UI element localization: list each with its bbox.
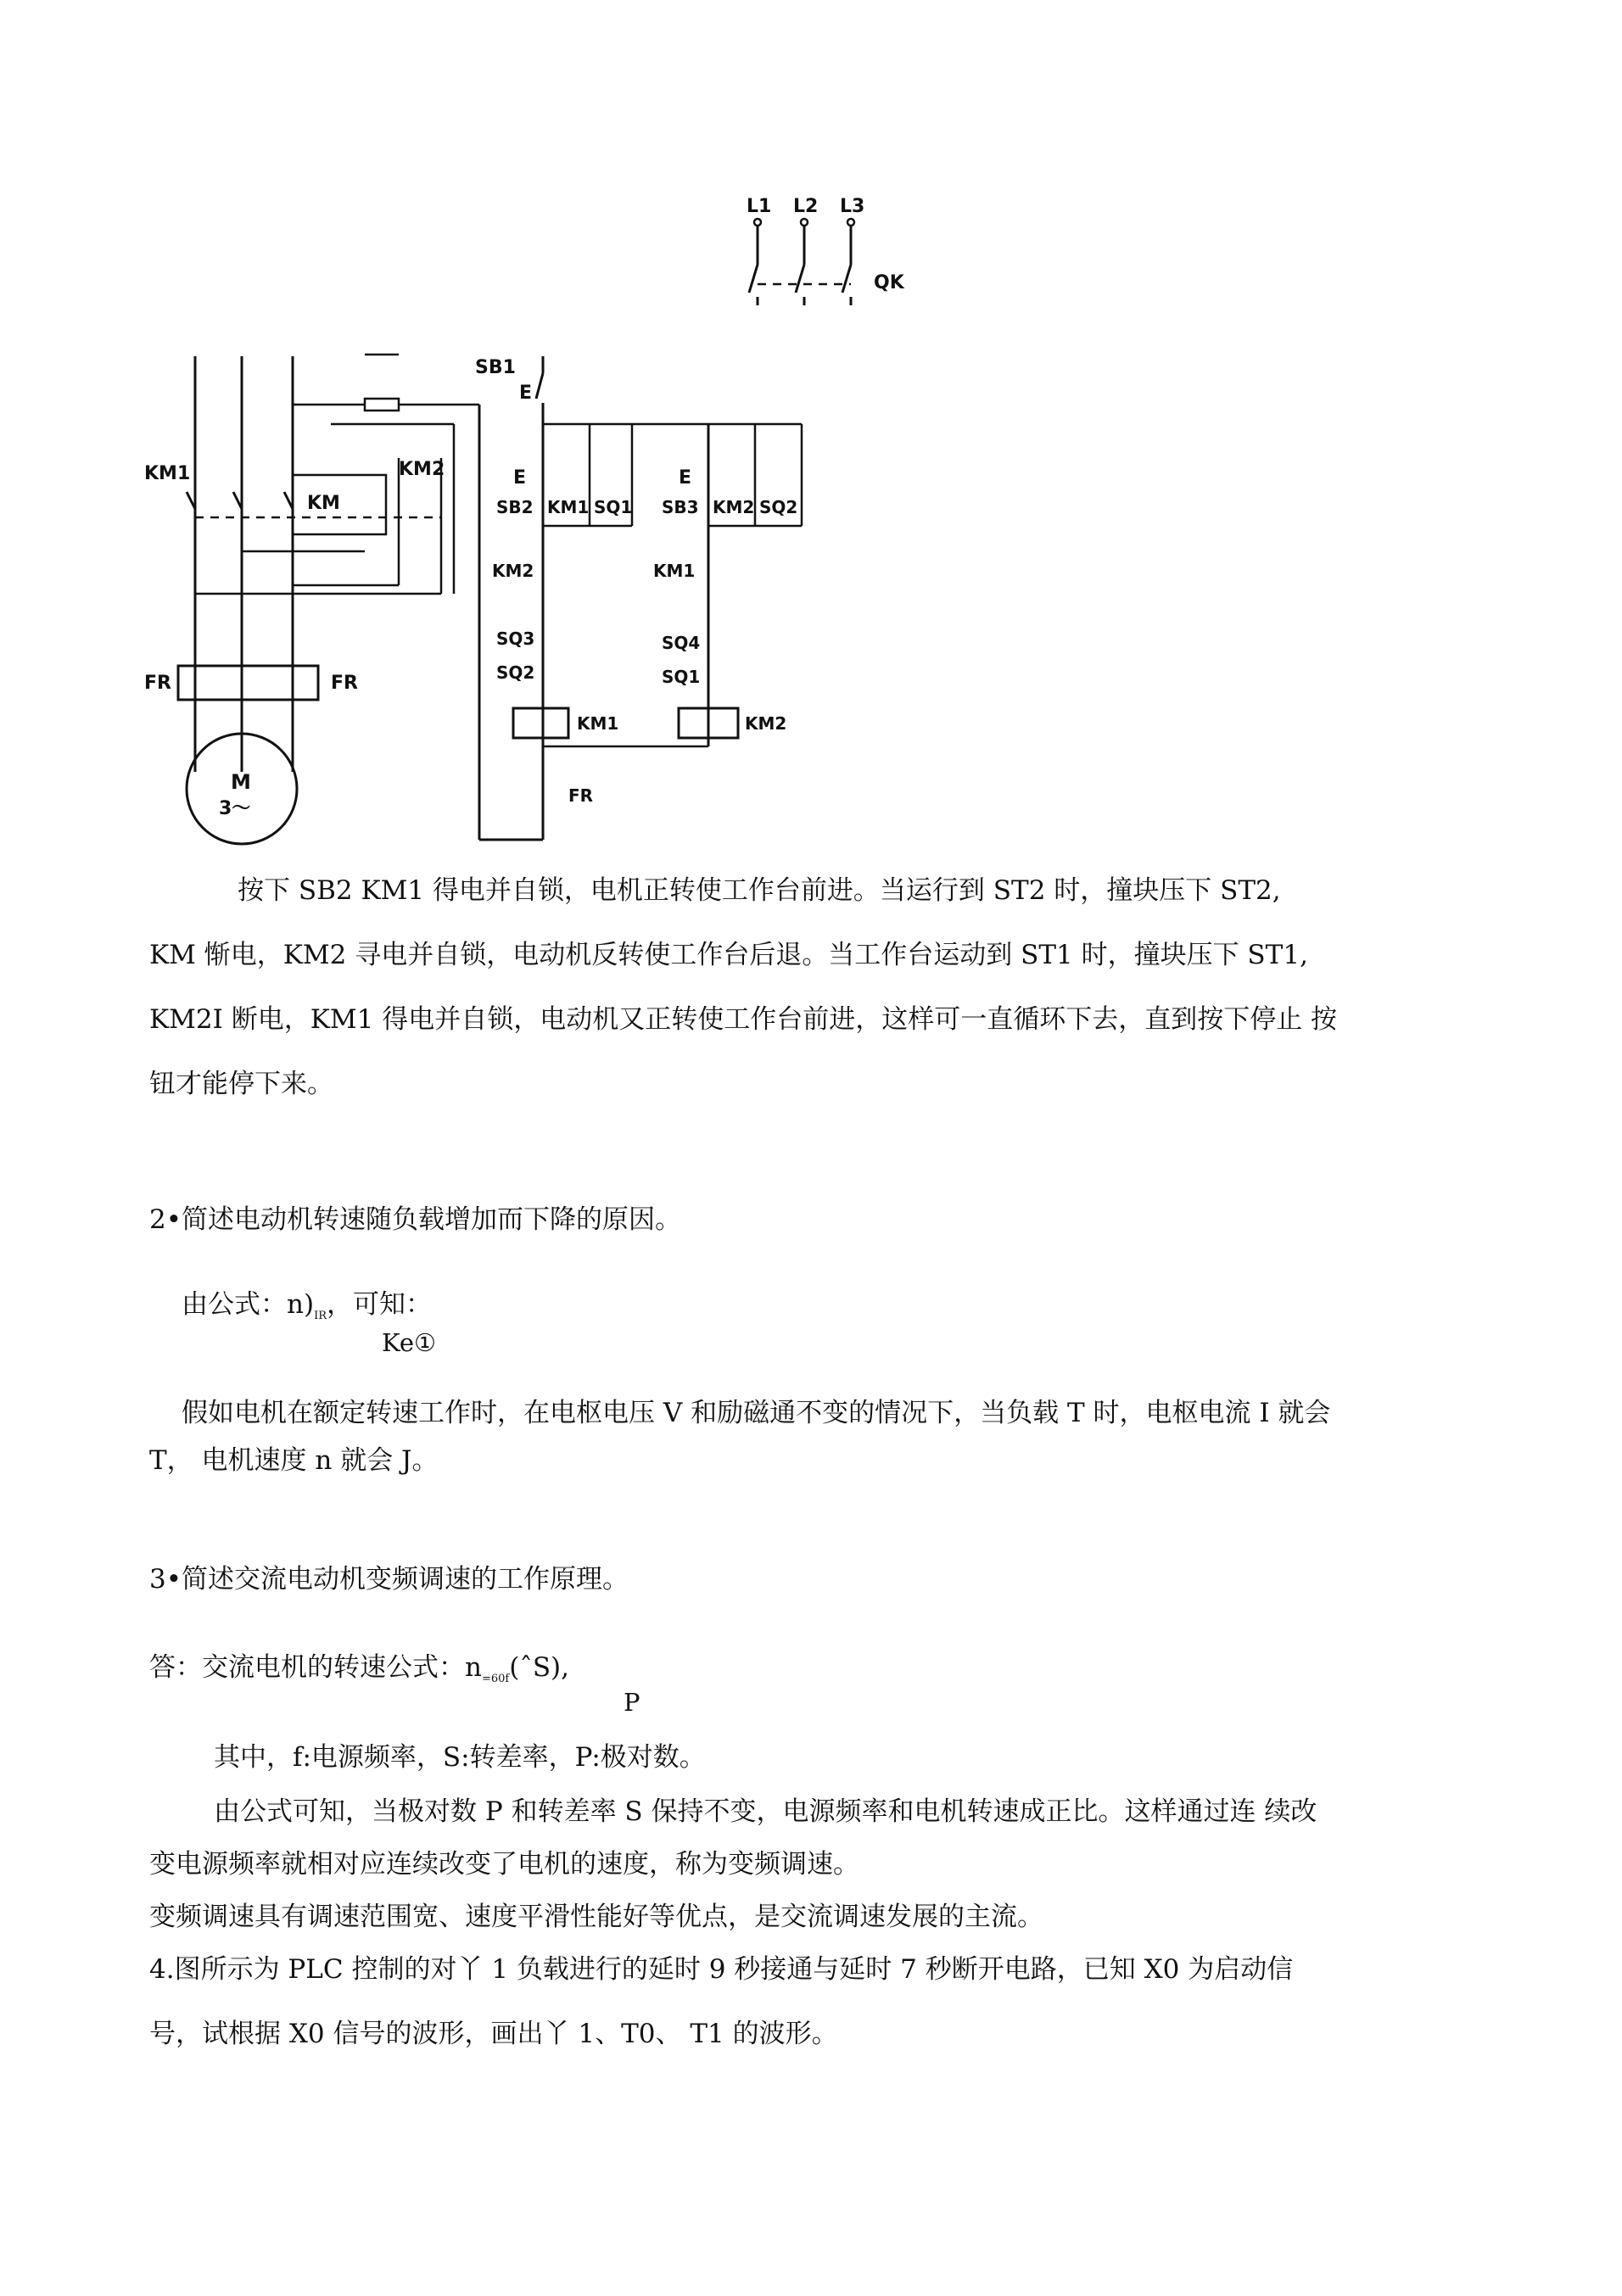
supply-terminals <box>747 196 905 305</box>
label-l3: L3 <box>840 196 865 217</box>
label-coil-km2: KM2 <box>745 713 787 734</box>
label-sb2: SB2 <box>496 497 534 517</box>
label-fr-right: FR <box>331 673 358 694</box>
motor-phase: 3～ <box>219 798 251 819</box>
motor-label: M <box>231 770 251 794</box>
label-sq1-ctrl: SQ1 <box>594 497 633 517</box>
formula1-main: 由公式：n) <box>182 1289 315 1320</box>
label-e-left: E <box>513 467 527 489</box>
answer3-main: 答：交流电机的转速公式：n <box>149 1652 482 1683</box>
label-interlock-right: KM1 <box>653 561 696 581</box>
para2-line1: 假如电机在额定转速工作时，在电枢电压 V 和励磁通不变的情况下，当负载 T 时，电枢电流 I 就会 <box>182 1398 1331 1428</box>
label-km1-main: KM1 <box>144 463 191 484</box>
para2-line2: T， 电机速度 n 就会 J。 <box>149 1445 439 1476</box>
answer3-denominator: P <box>624 1688 640 1717</box>
label-e-sb1: E <box>519 383 533 404</box>
label-sq1: SQ1 <box>662 667 701 687</box>
answer3-formula <box>149 1651 569 1696</box>
label-qk: QK <box>874 272 904 293</box>
label-l1: L1 <box>747 196 772 217</box>
formula1-tail: ，可知： <box>327 1289 432 1320</box>
para4-line2: 变电源频率就相对应连续改变了电机的速度，称为变频调速。 <box>149 1849 859 1880</box>
label-fr-contact: FR <box>568 785 594 806</box>
label-fr-left: FR <box>144 673 171 694</box>
label-km2-main: KM2 <box>399 459 445 480</box>
label-sq4: SQ4 <box>662 633 701 653</box>
control-circuit <box>475 356 802 840</box>
label-e-right: E <box>679 467 692 489</box>
label-sq2-ctrl: SQ2 <box>759 497 798 517</box>
label-sb1: SB1 <box>475 357 516 378</box>
label-km1-ctrl: KM1 <box>547 497 590 517</box>
para1-line2: KM 惭电，KM2 寻电并自锁，电动机反转使工作台后退。当工作台运动到 ST1 时，撞块压下 ST1, <box>149 940 1308 970</box>
label-sb3: SB3 <box>662 497 699 517</box>
para5: 变频调速具有调速范围宽、速度平滑性能好等优点，是交流调速发展的主流。 <box>149 1902 1043 1932</box>
para1-line3: KM2I 断电，KM1 得电并自锁，电动机又正转使工作台前进，这样可一直循环下去，直到按下停止 按 <box>149 1004 1338 1035</box>
label-coil-km1: KM1 <box>577 713 619 734</box>
question-3: 3•简述交流电动机变频调速的工作原理。 <box>149 1564 629 1595</box>
label-l2: L2 <box>793 196 819 217</box>
para3: 其中，f:电源频率，S:转差率，P:极对数。 <box>214 1742 706 1773</box>
para1-line1: 按下 SB2 KM1 得电并自锁，电机正转使工作台前进。当运行到 ST2 时，撞块压下 ST2, <box>238 875 1281 906</box>
question-2: 2•简述电动机转速随负载增加而下降的原因。 <box>149 1204 682 1235</box>
label-sq2: SQ2 <box>496 662 535 683</box>
formula1 <box>182 1288 432 1333</box>
answer3-sub: =60f <box>481 1673 510 1686</box>
label-km-mid: KM <box>307 493 340 514</box>
question4-line1: 4.图所示为 PLC 控制的对丫 1 负载进行的延时 9 秒接通与延时 7 秒断开电路，已知 X0 为启动信 <box>149 1954 1294 1985</box>
para1-line4: 钮才能停下来。 <box>149 1069 333 1099</box>
power-circuit <box>144 355 543 844</box>
label-interlock-left: KM2 <box>492 561 534 581</box>
question4-line2: 号，试根据 X0 信号的波形，画出丫 1、T0、 T1 的波形。 <box>149 2019 838 2049</box>
label-sq3: SQ3 <box>496 628 535 649</box>
coil-km1 <box>513 708 568 738</box>
para4-line1: 由公式可知，当极对数 P 和转差率 S 保持不变，电源频率和电机转速成正比。这样通过连 续改 <box>214 1796 1317 1827</box>
answer3-tail: (ˆS), <box>509 1652 569 1683</box>
formula1-denominator: Ke① <box>382 1328 437 1357</box>
formula1-sub: IR <box>314 1310 327 1323</box>
circuit-diagram <box>0 0 1622 857</box>
label-km2-ctrl: KM2 <box>713 497 755 517</box>
